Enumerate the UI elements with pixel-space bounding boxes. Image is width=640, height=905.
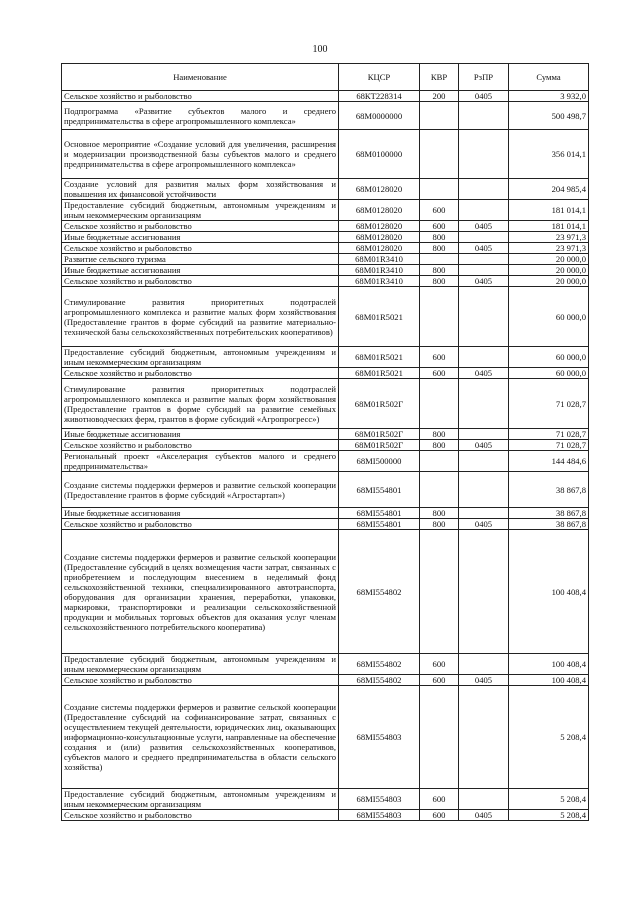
cell-kvr: 600 <box>420 810 459 821</box>
cell-kcsr: 68М01R3410 <box>339 254 420 265</box>
cell-sum: 60 000,0 <box>509 287 589 347</box>
table-row <box>62 368 589 379</box>
header-sum: Сумма <box>509 64 589 91</box>
cell-sum: 60 000,0 <box>509 347 589 368</box>
cell-sum: 5 208,4 <box>509 686 589 789</box>
cell-name: Сельское хозяйство и рыболовство <box>62 519 339 530</box>
cell-rzpr <box>459 508 509 519</box>
cell-sum: 20 000,0 <box>509 254 589 265</box>
budget-table <box>61 63 589 821</box>
cell-kcsr: 68М01R502Г <box>339 440 420 451</box>
cell-name: Предоставление субсидий бюджетным, автономным учреждениям и иным некоммерческим организациям <box>62 200 339 221</box>
cell-name: Стимулирование развития приоритетных подотраслей агропромышленного комплекса и развитие малых форм хозяйствования (Предоставление грантов в форме субсидий на развитие семейных животноводческих ферм, грантов в форме субсидий «Агропрогресс») <box>62 379 339 429</box>
table-row <box>62 102 589 130</box>
cell-name: Региональный проект «Акселерация субъектов малого и среднего предпринимательства» <box>62 451 339 472</box>
cell-kcsr: 68КТ228314 <box>339 91 420 102</box>
cell-name: Создание системы поддержки фермеров и развитие сельской кооперации (Предоставление грантов в форме субсидий «Агростартап») <box>62 472 339 508</box>
cell-rzpr <box>459 654 509 675</box>
cell-kcsr: 68М0128020 <box>339 179 420 200</box>
table-row <box>62 451 589 472</box>
table-row <box>62 243 589 254</box>
cell-sum: 5 208,4 <box>509 789 589 810</box>
cell-rzpr <box>459 472 509 508</box>
cell-sum: 38 867,8 <box>509 508 589 519</box>
cell-kcsr: 68М01R5021 <box>339 347 420 368</box>
table-row <box>62 810 589 821</box>
table-row <box>62 347 589 368</box>
table-row <box>62 179 589 200</box>
cell-sum: 38 867,8 <box>509 472 589 508</box>
cell-sum: 20 000,0 <box>509 265 589 276</box>
cell-sum: 23 971,3 <box>509 243 589 254</box>
cell-sum: 71 028,7 <box>509 440 589 451</box>
cell-kvr: 800 <box>420 276 459 287</box>
cell-name: Сельское хозяйство и рыболовство <box>62 276 339 287</box>
cell-kcsr: 68М0128020 <box>339 200 420 221</box>
cell-kcsr: 68МI554803 <box>339 789 420 810</box>
table-row <box>62 254 589 265</box>
cell-sum: 3 932,0 <box>509 91 589 102</box>
cell-kvr: 600 <box>420 675 459 686</box>
table-row <box>62 287 589 347</box>
cell-name: Сельское хозяйство и рыболовство <box>62 810 339 821</box>
cell-sum: 500 498,7 <box>509 102 589 130</box>
cell-name: Подпрограмма «Развитие субъектов малого и среднего предпринимательства в сфере агропромышленного комплекса» <box>62 102 339 130</box>
cell-kvr: 800 <box>420 265 459 276</box>
table-row <box>62 686 589 789</box>
cell-name: Иные бюджетные ассигнования <box>62 429 339 440</box>
cell-kcsr: 68МI554803 <box>339 810 420 821</box>
header-name: Наименование <box>62 64 339 91</box>
cell-rzpr <box>459 265 509 276</box>
header-rzpr: РзПР <box>459 64 509 91</box>
cell-name: Иные бюджетные ассигнования <box>62 508 339 519</box>
cell-kvr: 600 <box>420 347 459 368</box>
cell-kvr: 800 <box>420 429 459 440</box>
cell-sum: 71 028,7 <box>509 379 589 429</box>
cell-kvr <box>420 102 459 130</box>
cell-kvr <box>420 287 459 347</box>
cell-kcsr: 68М01R5021 <box>339 368 420 379</box>
cell-sum: 60 000,0 <box>509 368 589 379</box>
cell-kcsr: 68МI554802 <box>339 675 420 686</box>
cell-kvr <box>420 472 459 508</box>
cell-sum: 356 014,1 <box>509 130 589 179</box>
cell-name: Стимулирование развития приоритетных подотраслей агропромышленного комплекса и развитие малых форм хозяйствования (Предоставление грантов в форме субсидий на развитие материально-технической базы сельскохозяйственных потребительских кооперативов) <box>62 287 339 347</box>
cell-sum: 100 408,4 <box>509 530 589 654</box>
cell-kcsr: 68МI554803 <box>339 686 420 789</box>
cell-rzpr: 0405 <box>459 91 509 102</box>
cell-kvr: 200 <box>420 91 459 102</box>
cell-kcsr: 68М0128020 <box>339 243 420 254</box>
cell-rzpr: 0405 <box>459 675 509 686</box>
table-header-row <box>62 64 589 91</box>
cell-rzpr: 0405 <box>459 440 509 451</box>
cell-kvr: 800 <box>420 440 459 451</box>
cell-name: Сельское хозяйство и рыболовство <box>62 368 339 379</box>
table-row <box>62 221 589 232</box>
cell-sum: 144 484,6 <box>509 451 589 472</box>
cell-rzpr: 0405 <box>459 276 509 287</box>
cell-kcsr: 68М0128020 <box>339 221 420 232</box>
cell-name: Сельское хозяйство и рыболовство <box>62 221 339 232</box>
cell-rzpr <box>459 102 509 130</box>
table-row <box>62 232 589 243</box>
cell-name: Сельское хозяйство и рыболовство <box>62 675 339 686</box>
cell-sum: 23 971,3 <box>509 232 589 243</box>
table-row <box>62 654 589 675</box>
table-row <box>62 379 589 429</box>
table-row <box>62 789 589 810</box>
cell-name: Сельское хозяйство и рыболовство <box>62 440 339 451</box>
cell-rzpr <box>459 130 509 179</box>
table-row <box>62 472 589 508</box>
cell-kvr: 800 <box>420 243 459 254</box>
table-row <box>62 440 589 451</box>
cell-kcsr: 68МI554801 <box>339 508 420 519</box>
cell-kvr <box>420 686 459 789</box>
cell-rzpr: 0405 <box>459 368 509 379</box>
cell-kvr <box>420 254 459 265</box>
cell-sum: 204 985,4 <box>509 179 589 200</box>
cell-kvr: 800 <box>420 232 459 243</box>
cell-rzpr: 0405 <box>459 221 509 232</box>
cell-name: Создание системы поддержки фермеров и развитие сельской кооперации (Предоставление субсидий на софинансирование затрат, связанных с осуществлением текущей деятельности, юридических лиц, оказывающих информационно-консультационные услуги, направленные на обеспечение создания и (или) развития сельскохозяйственных кооперативов, субъектов малого и среднего предпринимательства в области сельского хозяйства) <box>62 686 339 789</box>
table-row <box>62 265 589 276</box>
cell-name: Развитие сельского туризма <box>62 254 339 265</box>
table-row <box>62 429 589 440</box>
cell-kvr <box>420 451 459 472</box>
cell-rzpr <box>459 347 509 368</box>
cell-kvr: 600 <box>420 368 459 379</box>
cell-rzpr <box>459 789 509 810</box>
table-row <box>62 130 589 179</box>
cell-name: Иные бюджетные ассигнования <box>62 265 339 276</box>
table-row <box>62 200 589 221</box>
cell-rzpr <box>459 179 509 200</box>
cell-sum: 5 208,4 <box>509 810 589 821</box>
cell-kcsr: 68МI554801 <box>339 472 420 508</box>
cell-rzpr <box>459 686 509 789</box>
header-kvr: КВР <box>420 64 459 91</box>
cell-kcsr: 68МI554802 <box>339 654 420 675</box>
table-row <box>62 91 589 102</box>
cell-sum: 181 014,1 <box>509 200 589 221</box>
cell-kvr <box>420 530 459 654</box>
cell-rzpr <box>459 530 509 654</box>
cell-kvr: 800 <box>420 519 459 530</box>
table-row <box>62 276 589 287</box>
cell-name: Создание системы поддержки фермеров и развитие сельской кооперации (Предоставление субсидий в целях возмещения части затрат, связанных с приобретением и последующим внесением в неделимый фонд сельскохозяйственной техники, специализированного автотранспорта, оборудования для организации хранения, переработки, упаковки, маркировки, транспортировки и реализации сельскохозяйственной продукции и мобильных торговых объектов для оказания услуг членам сельскохозяйственного потребительского кооператива) <box>62 530 339 654</box>
cell-kcsr: 68М0000000 <box>339 102 420 130</box>
cell-sum: 20 000,0 <box>509 276 589 287</box>
cell-kvr <box>420 379 459 429</box>
cell-rzpr <box>459 451 509 472</box>
cell-name: Предоставление субсидий бюджетным, автономным учреждениям и иным некоммерческим организациям <box>62 347 339 368</box>
cell-kvr: 600 <box>420 200 459 221</box>
cell-kvr: 800 <box>420 508 459 519</box>
cell-kcsr: 68М01R3410 <box>339 276 420 287</box>
table-row <box>62 519 589 530</box>
cell-rzpr <box>459 232 509 243</box>
cell-name: Предоставление субсидий бюджетным, автономным учреждениям и иным некоммерческим организациям <box>62 789 339 810</box>
cell-kvr: 600 <box>420 654 459 675</box>
cell-kvr <box>420 179 459 200</box>
cell-rzpr <box>459 287 509 347</box>
cell-name: Иные бюджетные ассигнования <box>62 232 339 243</box>
cell-kvr: 600 <box>420 789 459 810</box>
cell-rzpr <box>459 429 509 440</box>
table-row <box>62 530 589 654</box>
cell-name: Сельское хозяйство и рыболовство <box>62 243 339 254</box>
cell-kcsr: 68МI500000 <box>339 451 420 472</box>
table-row <box>62 675 589 686</box>
cell-name: Основное мероприятие «Создание условий для увеличения, расширения и модернизации производственной базы субъектов малого и среднего предпринимательства в сфере агропромышленного комплекса» <box>62 130 339 179</box>
cell-kvr: 600 <box>420 221 459 232</box>
cell-kcsr: 68М01R5021 <box>339 287 420 347</box>
cell-kcsr: 68М01R502Г <box>339 379 420 429</box>
cell-sum: 38 867,8 <box>509 519 589 530</box>
cell-kvr <box>420 130 459 179</box>
cell-kcsr: 68М0128020 <box>339 232 420 243</box>
cell-sum: 181 014,1 <box>509 221 589 232</box>
header-kcsr: КЦСР <box>339 64 420 91</box>
table-row <box>62 508 589 519</box>
cell-name: Создание условий для развития малых форм хозяйствования и повышения их финансовой устойчивости <box>62 179 339 200</box>
cell-rzpr: 0405 <box>459 519 509 530</box>
cell-kcsr: 68МI554802 <box>339 530 420 654</box>
cell-sum: 100 408,4 <box>509 675 589 686</box>
cell-kcsr: 68М01R502Г <box>339 429 420 440</box>
cell-kcsr: 68М0100000 <box>339 130 420 179</box>
cell-rzpr <box>459 379 509 429</box>
cell-rzpr <box>459 200 509 221</box>
cell-rzpr: 0405 <box>459 243 509 254</box>
cell-kcsr: 68МI554801 <box>339 519 420 530</box>
page-number: 100 <box>312 44 328 55</box>
cell-kcsr: 68М01R3410 <box>339 265 420 276</box>
cell-name: Сельское хозяйство и рыболовство <box>62 91 339 102</box>
cell-rzpr: 0405 <box>459 810 509 821</box>
cell-sum: 71 028,7 <box>509 429 589 440</box>
cell-name: Предоставление субсидий бюджетным, автономным учреждениям и иным некоммерческим организациям <box>62 654 339 675</box>
cell-sum: 100 408,4 <box>509 654 589 675</box>
cell-rzpr <box>459 254 509 265</box>
